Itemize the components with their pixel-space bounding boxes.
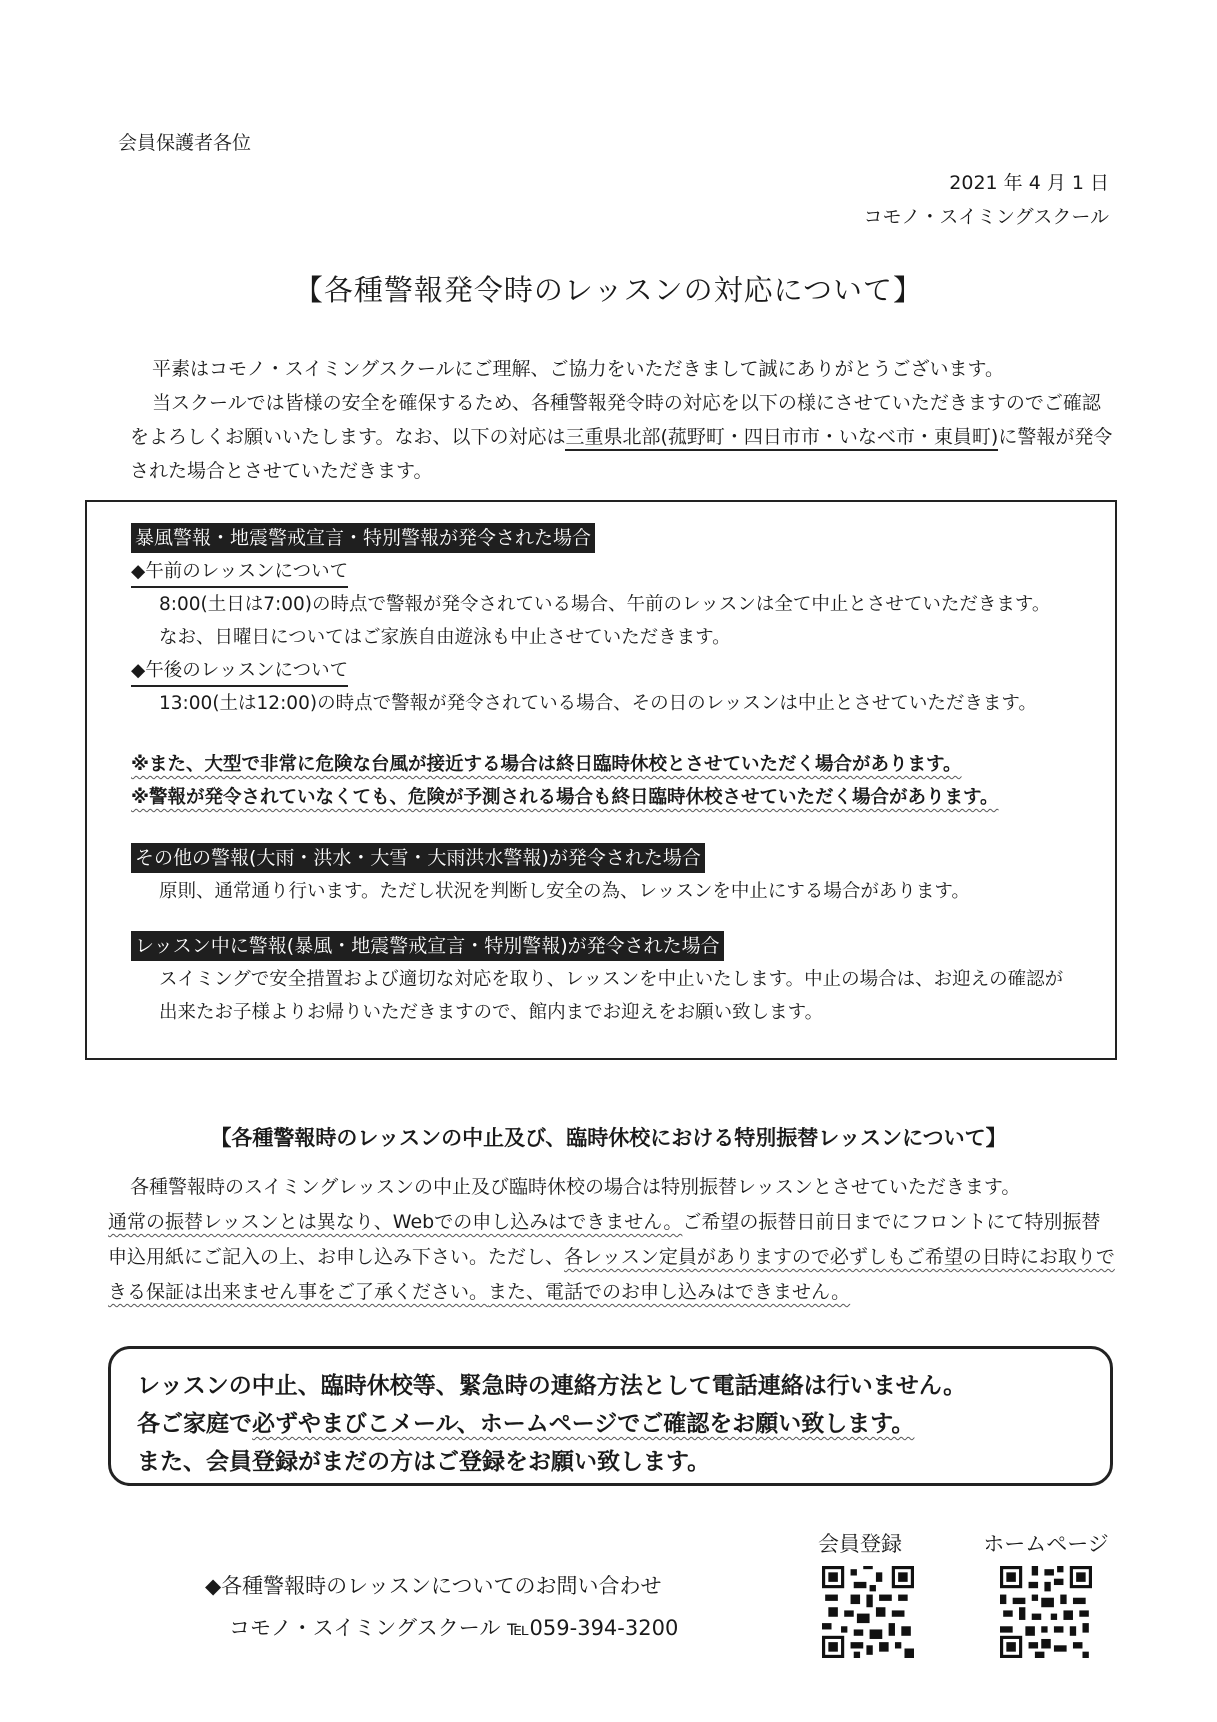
intro-line-2-pre: 当スクールでは皆様の安全を確保するため、各種警報発令時の対応を以下の様にさせていただきますのでご確認をよろしくお願いいたします。なお、以下の対応は: [130, 392, 1101, 448]
homepage-label: ホームページ: [983, 1532, 1109, 1556]
makeup-phone-note: また、電話でのお申し込みはできません。: [488, 1281, 851, 1303]
other-warning-header: その他の警報(大雨・洪水・大雪・大雨洪水警報)が発令された場合: [131, 843, 705, 873]
other-warning-line: 原則、通常通り行います。ただし状況を判断し安全の為、レッスンを中止にする場合があります。: [159, 881, 970, 902]
organization-name: コモノ・スイミングスクール: [863, 206, 1109, 228]
warning-policy-box: [85, 500, 1117, 1060]
danger-note: ※警報が発令されていなくても、危険が予測される場合も終日臨時休校させていただく場合があります。: [131, 787, 999, 808]
intro-line-1: 平素はコモノ・スイミングスクールにご理解、ご協力をいただきまして誠にありがとうございます。: [152, 358, 1004, 380]
contact-phone-line: コモノ・スイミングスクール ℡059-394-3200: [229, 1616, 679, 1640]
intro-line-2-post: に警報が発令された場合とさせていただきます。: [130, 426, 1113, 482]
intro-area-underlined: 三重県北部(菰野町・四日市市・いなべ市・東員町): [565, 426, 998, 451]
makeup-web-note: 通常の振替レッスンとは異なり、Webでの申し込みはできません。: [108, 1211, 683, 1233]
issue-date: 2021 年 4 月 1 日: [949, 172, 1109, 194]
contact-title: ◆各種警報時のレッスンについてのお問い合わせ: [205, 1574, 662, 1598]
makeup-lesson-body: [108, 1170, 1118, 1310]
afternoon-lesson-title: ◆午後のレッスンについて: [131, 657, 348, 687]
morning-lesson-title: ◆午前のレッスンについて: [131, 558, 348, 588]
homepage-qr-icon[interactable]: [1000, 1566, 1092, 1658]
contact-method-notice: [108, 1346, 1113, 1486]
afternoon-line-1: 13:00(土は12:00)の時点で警報が発令されている場合、その日のレッスンは中止とさせていただきます。: [159, 693, 1037, 714]
notice-line-2: [137, 1405, 1110, 1443]
notice-line-2-pre: 各ご家庭で: [137, 1411, 252, 1437]
morning-line-1: 8:00(土日は7:00)の時点で警報が発令されている場合、午前のレッスンは全て中止とさせていただきます。: [159, 594, 1051, 615]
typhoon-note: ※また、大型で非常に危険な台風が接近する場合は終日臨時休校とさせていただく場合があります。: [131, 754, 962, 775]
storm-warning-header: 暴風警報・地震警戒宣言・特別警報が発令された場合: [131, 523, 595, 553]
morning-line-2: なお、日曜日についてはご家族自由遊泳も中止させていただきます。: [159, 627, 731, 648]
member-registration-label: 会員登録: [818, 1532, 902, 1556]
intro-line-2: [130, 386, 1115, 488]
makeup-capacity-note: 各レッスン定員がありますので必ずしもご希望の日時にお取りできる保証は出来ません事をご了承ください。: [108, 1246, 1115, 1303]
makeup-lesson-title: 【各種警報時のレッスンの中止及び、臨時休校における特別振替レッスンについて】: [210, 1126, 1007, 1150]
during-lesson-header: レッスン中に警報(暴風・地震警戒宣言・特別警報)が発令された場合: [131, 931, 724, 961]
intro-paragraph: [130, 352, 1115, 488]
during-lesson-line-1: スイミングで安全措置および適切な対応を取り、レッスンを中止いたします。中止の場合は、お迎えの確認が: [159, 969, 1064, 990]
during-lesson-line-2: 出来たお子様よりお帰りいただきますので、館内までお迎えをお願い致します。: [159, 1002, 824, 1023]
makeup-apply-note: ご希望の振替日前日までにフロントにて特別振替申込用紙にご記入の上、お申し込み下さい。ただし、: [108, 1211, 1101, 1268]
notice-line-3: また、会員登録がまだの方はご登録をお願い致します。: [137, 1449, 711, 1475]
notice-line-1: レッスンの中止、臨時休校等、緊急時の連絡方法として電話連絡は行いません。: [137, 1373, 967, 1399]
contact-info: [205, 1565, 678, 1649]
page-title: 【各種警報発令時のレッスンの対応について】: [293, 273, 924, 307]
addressee: 会員保護者各位: [118, 132, 252, 154]
member-registration-qr-icon[interactable]: [822, 1566, 914, 1658]
makeup-paragraph-2: [108, 1205, 1118, 1310]
notice-line-2-underlined: 必ずやまびこメール、ホームページでご確認をお願い致します。: [252, 1411, 915, 1437]
makeup-line-1: 各種警報時のスイミングレッスンの中止及び臨時休校の場合は特別振替レッスンとさせていただきます。: [130, 1176, 1021, 1198]
